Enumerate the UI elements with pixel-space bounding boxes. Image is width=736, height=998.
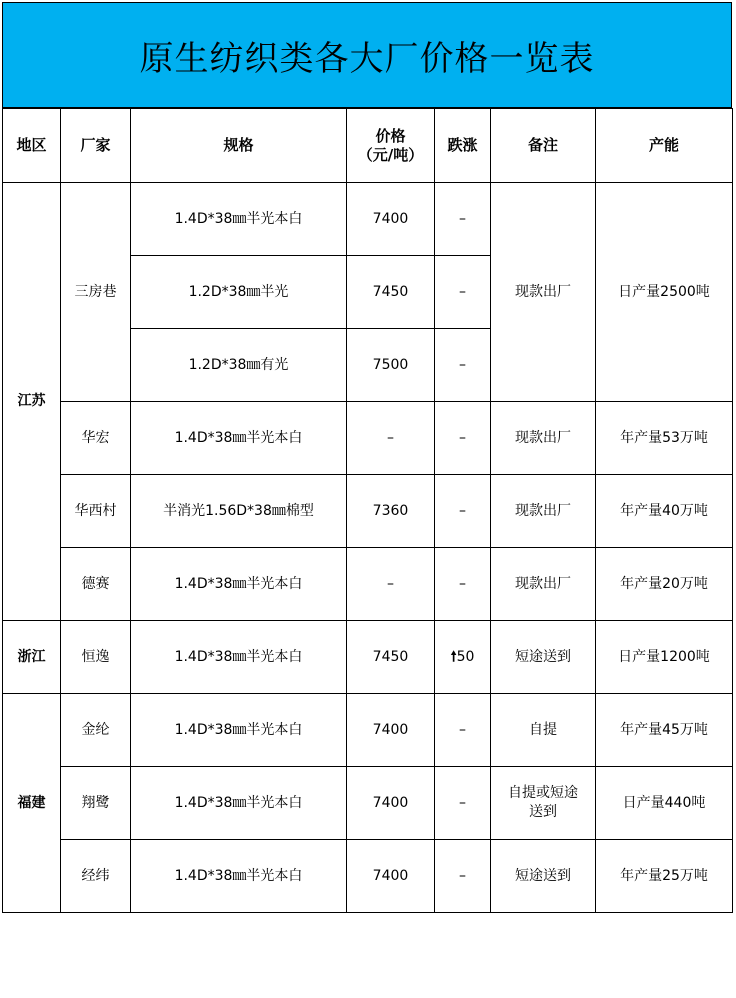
price-cell: 7400 [347, 767, 435, 840]
header-change: 跌涨 [435, 109, 491, 183]
table-row [3, 767, 733, 840]
factory-cell: 三房巷 [61, 183, 131, 402]
change-cell: – [435, 475, 491, 548]
note-cell: 短途送到 [491, 840, 596, 913]
price-cell: 7400 [347, 694, 435, 767]
header-factory: 厂家 [61, 109, 131, 183]
change-cell: – [435, 767, 491, 840]
capacity-cell: 年产量40万吨 [596, 475, 733, 548]
spec-cell: 1.4D*38㎜半光本白 [131, 548, 347, 621]
table-header-row [3, 109, 733, 183]
spec-cell: 1.4D*38㎜半光本白 [131, 183, 347, 256]
table-row [3, 183, 733, 256]
capacity-cell: 日产量1200吨 [596, 621, 733, 694]
price-cell: 7500 [347, 329, 435, 402]
factory-cell: 翔鹭 [61, 767, 131, 840]
change-cell: – [435, 694, 491, 767]
note-cell: 现款出厂 [491, 183, 596, 402]
capacity-cell: 日产量2500吨 [596, 183, 733, 402]
spec-cell: 半消光1.56D*38㎜棉型 [131, 475, 347, 548]
table-row [3, 475, 733, 548]
region-cell-jiangsu: 江苏 [3, 183, 61, 621]
price-table [2, 108, 733, 913]
spec-cell: 1.2D*38㎜有光 [131, 329, 347, 402]
capacity-cell: 年产量53万吨 [596, 402, 733, 475]
change-value: 50 [456, 648, 475, 665]
change-cell: – [435, 548, 491, 621]
capacity-cell: 年产量45万吨 [596, 694, 733, 767]
page-title: 原生纺织类各大厂价格一览表 [139, 38, 595, 79]
price-cell: 7360 [347, 475, 435, 548]
price-cell: 7400 [347, 183, 435, 256]
note-cell: 现款出厂 [491, 402, 596, 475]
table-row [3, 840, 733, 913]
factory-cell: 经纬 [61, 840, 131, 913]
price-cell: 7450 [347, 256, 435, 329]
header-price [347, 109, 435, 183]
change-cell: – [435, 256, 491, 329]
region-cell-zhejiang: 浙江 [3, 621, 61, 694]
change-cell: – [435, 402, 491, 475]
spec-cell: 1.2D*38㎜半光 [131, 256, 347, 329]
note-cell [491, 767, 596, 840]
price-cell: – [347, 548, 435, 621]
header-price-line2: （元/吨） [357, 145, 424, 164]
change-cell [435, 621, 491, 694]
note-cell: 现款出厂 [491, 475, 596, 548]
note-line1: 自提或短途 [508, 785, 578, 801]
note-cell: 现款出厂 [491, 548, 596, 621]
arrow-up-icon: 🠕 [450, 648, 457, 665]
title-banner [2, 2, 732, 108]
spec-cell: 1.4D*38㎜半光本白 [131, 402, 347, 475]
price-cell: – [347, 402, 435, 475]
table-row [3, 548, 733, 621]
change-cell: – [435, 329, 491, 402]
change-cell: – [435, 840, 491, 913]
price-cell: 7400 [347, 840, 435, 913]
change-cell: – [435, 183, 491, 256]
capacity-cell: 年产量20万吨 [596, 548, 733, 621]
header-region: 地区 [3, 109, 61, 183]
factory-cell: 华西村 [61, 475, 131, 548]
factory-cell: 德赛 [61, 548, 131, 621]
factory-cell: 恒逸 [61, 621, 131, 694]
header-capacity: 产能 [596, 109, 733, 183]
header-note: 备注 [491, 109, 596, 183]
factory-cell: 金纶 [61, 694, 131, 767]
note-cell: 短途送到 [491, 621, 596, 694]
spec-cell: 1.4D*38㎜半光本白 [131, 767, 347, 840]
note-cell: 自提 [491, 694, 596, 767]
capacity-cell: 年产量25万吨 [596, 840, 733, 913]
note-line2: 送到 [529, 804, 557, 820]
table-row [3, 621, 733, 694]
price-cell: 7450 [347, 621, 435, 694]
spec-cell: 1.4D*38㎜半光本白 [131, 840, 347, 913]
table-row [3, 402, 733, 475]
factory-cell: 华宏 [61, 402, 131, 475]
region-cell-fujian: 福建 [3, 694, 61, 913]
spec-cell: 1.4D*38㎜半光本白 [131, 621, 347, 694]
header-spec: 规格 [131, 109, 347, 183]
capacity-cell: 日产量440吨 [596, 767, 733, 840]
table-row [3, 694, 733, 767]
header-price-line1: 价格 [375, 126, 406, 145]
spec-cell: 1.4D*38㎜半光本白 [131, 694, 347, 767]
